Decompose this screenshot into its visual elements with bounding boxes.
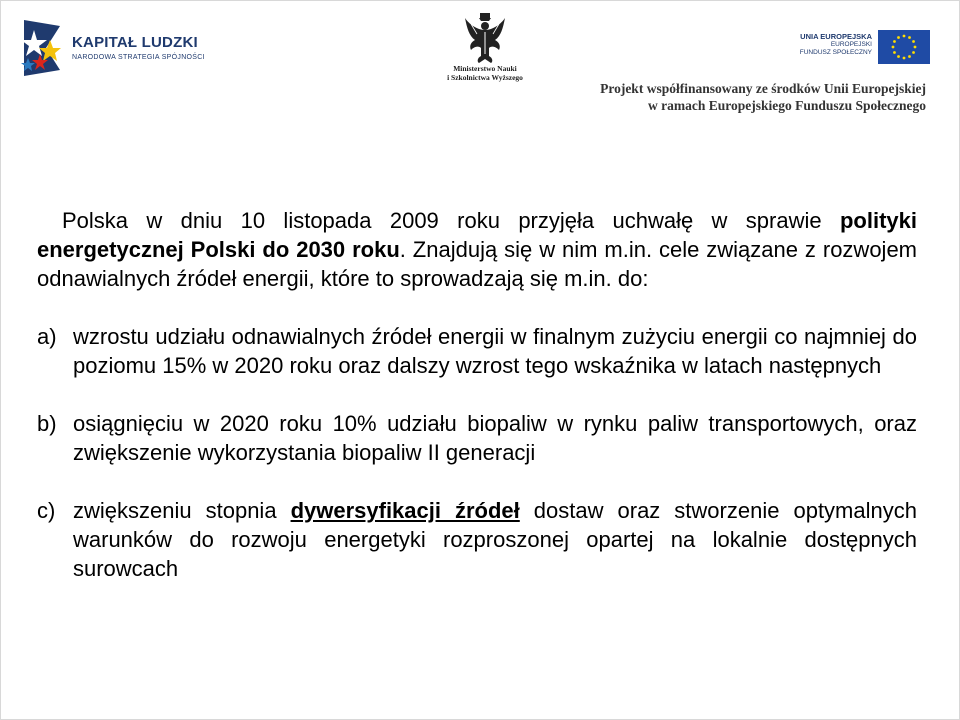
eu-logo	[800, 30, 930, 66]
slide-content	[37, 206, 917, 583]
project-cofinancing-note	[600, 80, 926, 114]
eagle-emblem-icon	[463, 12, 507, 64]
list-item-b	[37, 409, 917, 467]
eu-star	[912, 51, 915, 54]
ministry-name-line2: i Szkolnictwa Wyższego	[447, 73, 523, 82]
intro-text-2: . Znajdują się w nim m.in. cele związane z rozwojem odnawialnych źródeł energii, które to sprowadzają się m.in. do:	[37, 237, 917, 291]
intro-paragraph	[37, 206, 917, 293]
kapital-ludzki-logo	[20, 18, 210, 78]
eu-star	[912, 40, 915, 43]
list-text-c-before: zwiększeniu stopnia	[73, 498, 291, 523]
list-marker-c: c)	[37, 498, 56, 523]
eu-line2: EUROPEJSKI	[830, 41, 872, 48]
list-text-c-after: dostaw oraz stworzenie optymalnych warunków do rozwoju energetyki rozproszonej opartej na lokalnie dostępnych surowcach	[73, 498, 917, 581]
list-marker-a: a)	[37, 324, 57, 349]
kapital-ludzki-title: KAPITAŁ LUDZKI	[72, 34, 198, 51]
list-text-b: osiągnięciu w 2020 roku 10% udziału biopaliw w rynku paliw transportowych, oraz zwiększenie wykorzystania biopaliw II generacji	[73, 411, 917, 465]
list-item-c	[37, 496, 917, 583]
list-text-c-emphasis: dywersyfikacji źródeł	[290, 498, 520, 523]
kapital-ludzki-subtitle: NARODOWA STRATEGIA SPÓJNOŚCI	[72, 54, 205, 61]
eu-star	[893, 40, 896, 43]
intro-policy-title: polityki energetycznej Polski do 2030 roku	[37, 208, 917, 262]
eu-line3: FUNDUSZ SPOŁECZNY	[799, 49, 872, 56]
intro-text-1: Polska w dniu 10 listopada 2009 roku przyjęła uchwałę w sprawie	[62, 208, 840, 233]
kapital-ludzki-star-icon	[20, 18, 66, 78]
list-marker-b: b)	[37, 411, 57, 436]
list-text-a: wzrostu udziału odnawialnych źródeł energii w finalnym zużyciu energii co najmniej do poziomu 15% w 2020 roku oraz dalszy wzrost tego wskaźnika w latach następnych	[73, 324, 917, 378]
eu-star	[892, 46, 895, 49]
eu-line1: UNIA EUROPEJSKA	[800, 32, 872, 41]
project-note-line1: Projekt współfinansowany ze środków Unii Europejskiej	[600, 81, 926, 96]
eu-text	[800, 32, 872, 57]
eu-star	[903, 35, 906, 38]
eu-star	[908, 36, 911, 39]
ministry-name-line1: Ministerstwo Nauki	[453, 64, 517, 73]
list-item-a	[37, 322, 917, 380]
eu-star	[914, 46, 917, 49]
eu-star	[893, 51, 896, 54]
eu-star	[897, 36, 900, 39]
eu-star	[897, 55, 900, 58]
eu-flag-icon	[878, 30, 930, 64]
eu-star	[903, 57, 906, 60]
eu-star	[908, 55, 911, 58]
ministry-logo	[430, 12, 540, 92]
project-note-line2: w ramach Europejskiego Funduszu Społecznego	[647, 98, 926, 113]
